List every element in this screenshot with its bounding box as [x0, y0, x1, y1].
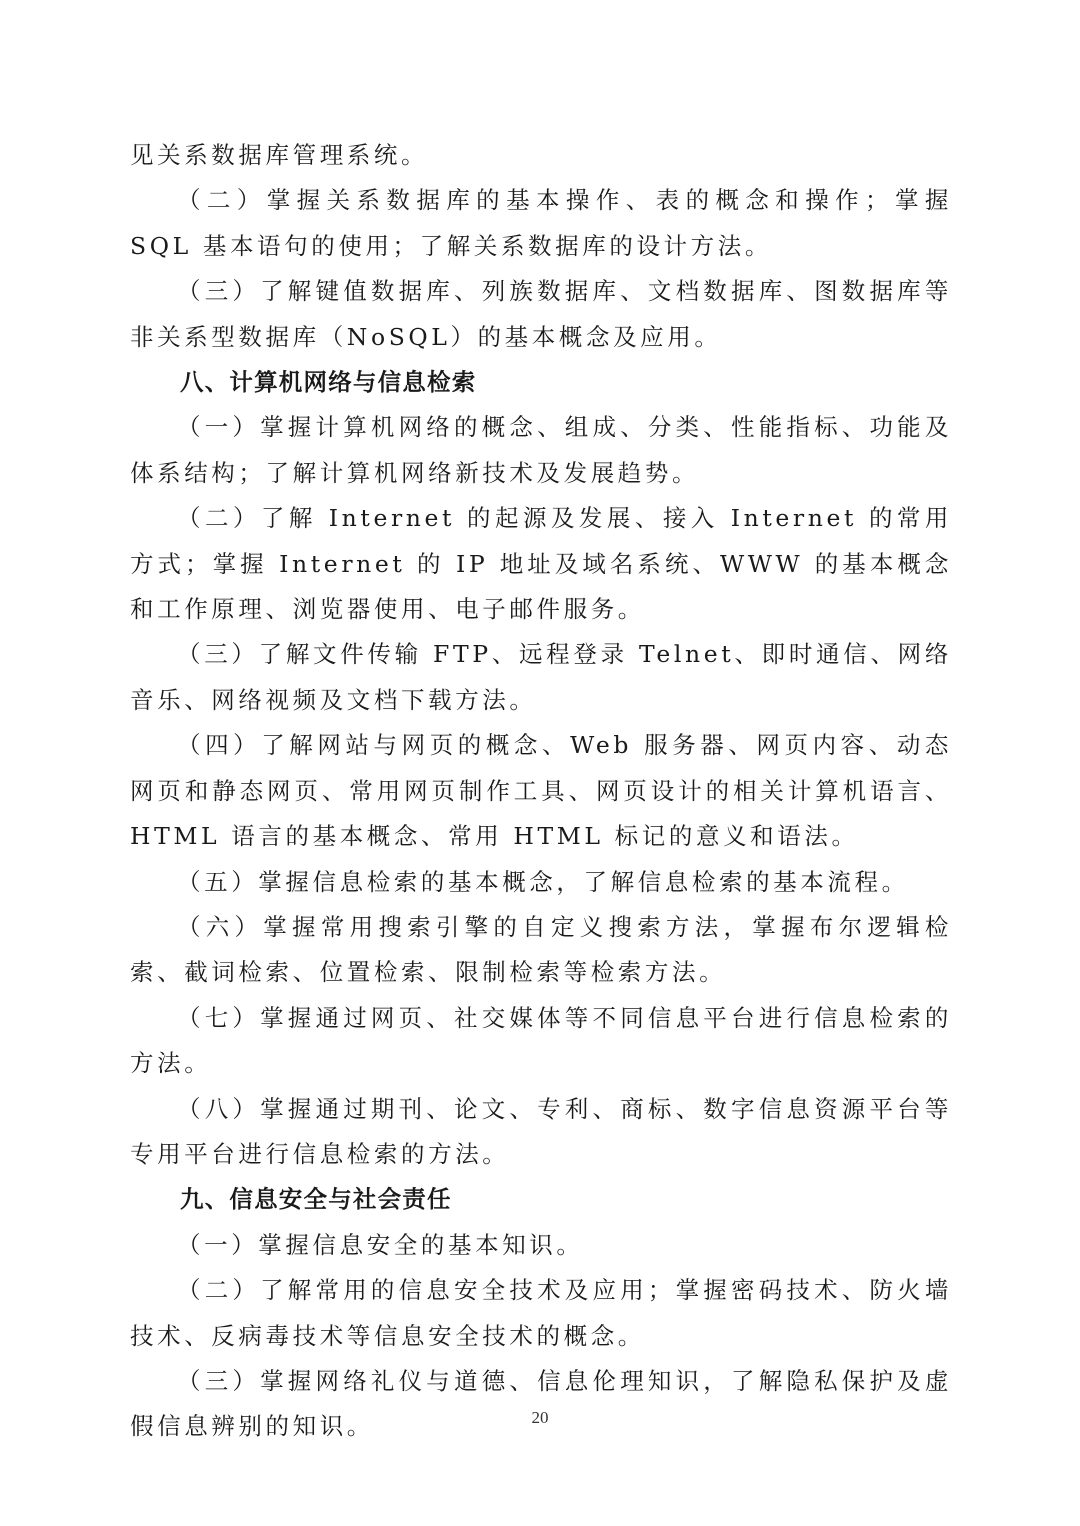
- paragraph-8-5: （五）掌握信息检索的基本概念，了解信息检索的基本流程。: [177, 867, 909, 896]
- paragraph-9-3: （三）掌握网络礼仪与道德、信息伦理知识，了解隐私保护及虚假信息辨别的知识。: [130, 1366, 952, 1441]
- section-heading-9: 九、信息安全与社会责任: [180, 1185, 452, 1214]
- paragraph-8-4: （四）了解网站与网页的概念、Web 服务器、网页内容、动态网页和静态网页、常用网页制作工具、网页设计的相关计算机语言、HTML 语言的基本概念、常用 HTML 标记的意义和语法。: [130, 731, 952, 851]
- paragraph-8-6: （六）掌握常用搜索引擎的自定义搜索方法，掌握布尔逻辑检索、截词检索、位置检索、限制检索等检索方法。: [130, 912, 952, 987]
- paragraph-8-3: （三）了解文件传输 FTP、远程登录 Telnet、即时通信、网络音乐、网络视频及文档下载方法。: [130, 640, 952, 714]
- paragraph-7-3: （三）了解键值数据库、列族数据库、文档数据库、图数据库等非关系型数据库（NoSQL）的基本概念及应用。: [130, 277, 952, 351]
- page-body: [130, 133, 952, 1450]
- paragraph-8-1: （一）掌握计算机网络的概念、组成、分类、性能指标、功能及体系结构；了解计算机网络新技术及发展趋势。: [130, 413, 952, 487]
- paragraph-9-2: （二）了解常用的信息安全技术及应用；掌握密码技术、防火墙技术、反病毒技术等信息安全技术的概念。: [130, 1276, 952, 1350]
- paragraph-8-7: （七）掌握通过网页、社交媒体等不同信息平台进行信息检索的方法。: [130, 1003, 952, 1078]
- paragraph-9-1: （一）掌握信息安全的基本知识。: [177, 1230, 584, 1259]
- paragraph-continuation: 见关系数据库管理系统。: [130, 141, 429, 169]
- page-number: 20: [531, 1408, 549, 1427]
- paragraph-8-8: （八）掌握通过期刊、论文、专利、商标、数字信息资源平台等专用平台进行信息检索的方法。: [130, 1094, 952, 1168]
- paragraph-7-2: （二）掌握关系数据库的基本操作、表的概念和操作；掌握 SQL 基本语句的使用；了解关系数据库的设计方法。: [130, 186, 952, 260]
- paragraph-8-2: （二）了解 Internet 的起源及发展、接入 Internet 的常用方式；掌握 Internet 的 IP 地址及域名系统、WWW 的基本概念和工作原理、浏览器使用、电子邮件服务。: [130, 504, 952, 624]
- section-heading-8: 八、计算机网络与信息检索: [180, 368, 477, 397]
